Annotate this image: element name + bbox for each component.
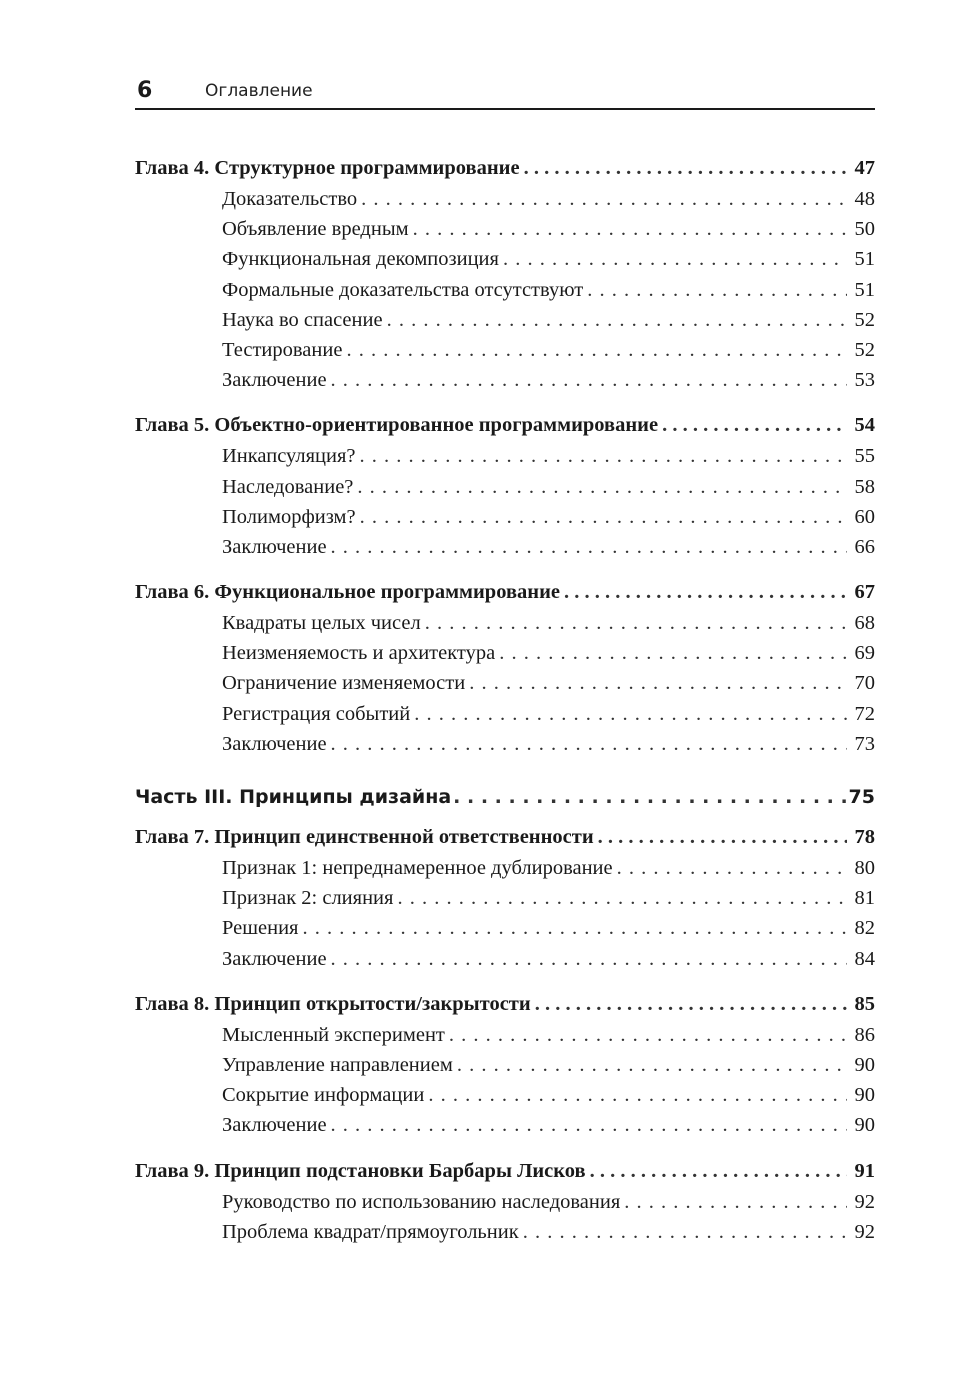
page-ref: 78 [854, 826, 875, 848]
toc-chapter-8 [135, 988, 875, 1020]
section-title: Тестирование [222, 338, 343, 361]
toc-section [135, 699, 875, 729]
section-title: Управление направлением [222, 1053, 453, 1076]
page-ref: 53 [854, 369, 875, 392]
toc-section [135, 883, 875, 913]
page-ref: 68 [854, 612, 875, 635]
running-head [135, 76, 875, 110]
toc-section [135, 729, 875, 759]
section-title: Функциональная декомпозиция [222, 248, 499, 271]
section-title: Мысленный эксперимент [222, 1023, 445, 1046]
toc-section [135, 638, 875, 668]
page-ref: 52 [854, 338, 875, 361]
page-ref: 86 [854, 1023, 875, 1046]
section-title: Доказательство [222, 188, 358, 210]
toc-section [135, 668, 875, 698]
page-ref: 67 [854, 581, 875, 604]
page-ref: 80 [854, 857, 875, 879]
section-title: Заключение [222, 732, 327, 755]
part-title: Часть III. Принципы дизайна [135, 786, 452, 808]
dot-leader [587, 275, 847, 305]
toc-part-3 [135, 781, 875, 813]
toc-section [135, 305, 875, 335]
toc-section [135, 472, 875, 502]
spacer [135, 813, 875, 821]
page-ref: 73 [854, 732, 875, 755]
section-title: Неизменяемость и архитектура [222, 642, 496, 665]
section-title: Решения [222, 917, 299, 940]
toc-chapter-9 [135, 1155, 875, 1187]
page-ref: 51 [854, 278, 875, 301]
toc-section [135, 1020, 875, 1050]
spacer [135, 395, 875, 409]
dot-leader [523, 1217, 847, 1247]
toc-section [135, 502, 875, 532]
page-ref: 69 [854, 642, 875, 665]
spacer [135, 759, 875, 781]
chapter-title: Глава 4. Структурное программирование [135, 157, 520, 179]
section-title: Наука во спасение [222, 308, 383, 331]
dot-leader [331, 532, 847, 562]
chapter-title: Глава 8. Принцип открытости/закрытости [135, 992, 531, 1015]
page-ref: 48 [854, 188, 875, 210]
page-ref: 50 [854, 218, 875, 241]
page-ref: 92 [854, 1190, 875, 1213]
dot-leader [397, 883, 847, 913]
dot-leader [331, 944, 847, 974]
toc-section [135, 1187, 875, 1217]
dot-leader [499, 638, 847, 668]
toc-section [135, 608, 875, 638]
dot-leader [469, 668, 847, 698]
dot-leader [331, 729, 847, 759]
page-ref: 85 [854, 992, 875, 1015]
dot-leader [387, 305, 847, 335]
page-ref: 91 [854, 1159, 875, 1182]
toc-chapter-7 [135, 821, 875, 853]
chapter-title: Глава 7. Принцип единственной ответственности [135, 826, 594, 848]
dot-leader [535, 988, 847, 1020]
section-title: Заключение [222, 369, 327, 392]
dot-leader [524, 152, 847, 184]
running-head-title: Оглавление [205, 81, 313, 101]
page-ref: 54 [854, 414, 875, 437]
dot-leader [346, 335, 847, 365]
chapter-title: Глава 6. Функциональное программирование [135, 581, 560, 604]
section-title: Инкапсуляция? [222, 445, 356, 468]
page-ref: 47 [854, 157, 875, 179]
section-title: Ограничение изменяемости [222, 672, 466, 695]
toc-section [135, 853, 875, 883]
dot-leader [357, 472, 847, 502]
section-title: Заключение [222, 947, 327, 970]
page-ref: 90 [854, 1114, 875, 1137]
dot-leader [360, 441, 847, 471]
toc-section [135, 184, 875, 214]
dot-leader [617, 853, 847, 883]
section-title: Проблема квадрат/прямоугольник [222, 1220, 519, 1243]
page-ref: 55 [854, 445, 875, 468]
section-title: Заключение [222, 535, 327, 558]
page-ref: 90 [854, 1053, 875, 1076]
toc-section [135, 365, 875, 395]
dot-leader [428, 1080, 847, 1110]
toc-chapter-6 [135, 576, 875, 608]
toc-section [135, 1080, 875, 1110]
section-title: Заключение [222, 1114, 327, 1137]
dot-leader [414, 699, 847, 729]
toc-section [135, 335, 875, 365]
section-title: Квадраты целых чисел [222, 612, 421, 635]
page-ref: 70 [854, 672, 875, 695]
toc-section [135, 1050, 875, 1080]
section-title: Руководство по использованию наследования [222, 1190, 621, 1213]
page-ref: 82 [854, 917, 875, 940]
toc-section [135, 214, 875, 244]
section-title: Признак 1: непреднамеренное дублирование [222, 857, 613, 879]
toc-section [135, 944, 875, 974]
page-ref: 66 [854, 535, 875, 558]
dot-leader [303, 913, 848, 943]
dot-leader [360, 502, 847, 532]
chapter-title: Глава 9. Принцип подстановки Барбары Лисков [135, 1159, 586, 1182]
section-title: Регистрация событий [222, 702, 411, 725]
section-title: Объявление вредным [222, 218, 409, 241]
dot-leader [662, 409, 847, 441]
spacer [135, 562, 875, 576]
toc-section [135, 1110, 875, 1140]
spacer [135, 1141, 875, 1155]
toc-section [135, 275, 875, 305]
page-ref: 75 [848, 786, 875, 808]
chapter-title: Глава 5. Объектно-ориентированное программирование [135, 414, 659, 437]
toc-section [135, 1217, 875, 1247]
page-ref: 81 [854, 887, 875, 910]
page-ref: 58 [854, 475, 875, 498]
dot-leader [413, 214, 847, 244]
page-ref: 90 [854, 1084, 875, 1107]
dot-leader [331, 365, 847, 395]
toc-section [135, 244, 875, 274]
spacer [135, 974, 875, 988]
dot-leader [361, 184, 847, 214]
page-ref: 84 [854, 947, 875, 970]
dot-leader [503, 244, 847, 274]
page-ref: 60 [854, 505, 875, 528]
section-title: Сокрытие информации [222, 1084, 425, 1107]
dot-leader [331, 1110, 847, 1140]
dot-leader [453, 781, 846, 813]
dot-leader [590, 1155, 847, 1187]
toc-section [135, 441, 875, 471]
dot-leader [624, 1187, 847, 1217]
section-title: Полиморфизм? [222, 505, 356, 528]
page-ref: 51 [854, 248, 875, 271]
page-ref: 72 [854, 702, 875, 725]
dot-leader [564, 576, 847, 608]
dot-leader [598, 821, 847, 853]
toc-section [135, 913, 875, 943]
dot-leader [425, 608, 847, 638]
page-ref: 52 [854, 308, 875, 331]
dot-leader [449, 1020, 847, 1050]
toc-chapter-5 [135, 409, 875, 441]
section-title: Наследование? [222, 475, 354, 498]
toc-section [135, 532, 875, 562]
page-ref: 92 [854, 1220, 875, 1243]
section-title: Признак 2: слияния [222, 887, 394, 910]
page-number: 6 [137, 78, 153, 103]
toc-chapter-4 [135, 152, 875, 184]
table-of-contents [135, 152, 875, 1247]
section-title: Формальные доказательства отсутствуют [222, 278, 584, 301]
dot-leader [457, 1050, 847, 1080]
